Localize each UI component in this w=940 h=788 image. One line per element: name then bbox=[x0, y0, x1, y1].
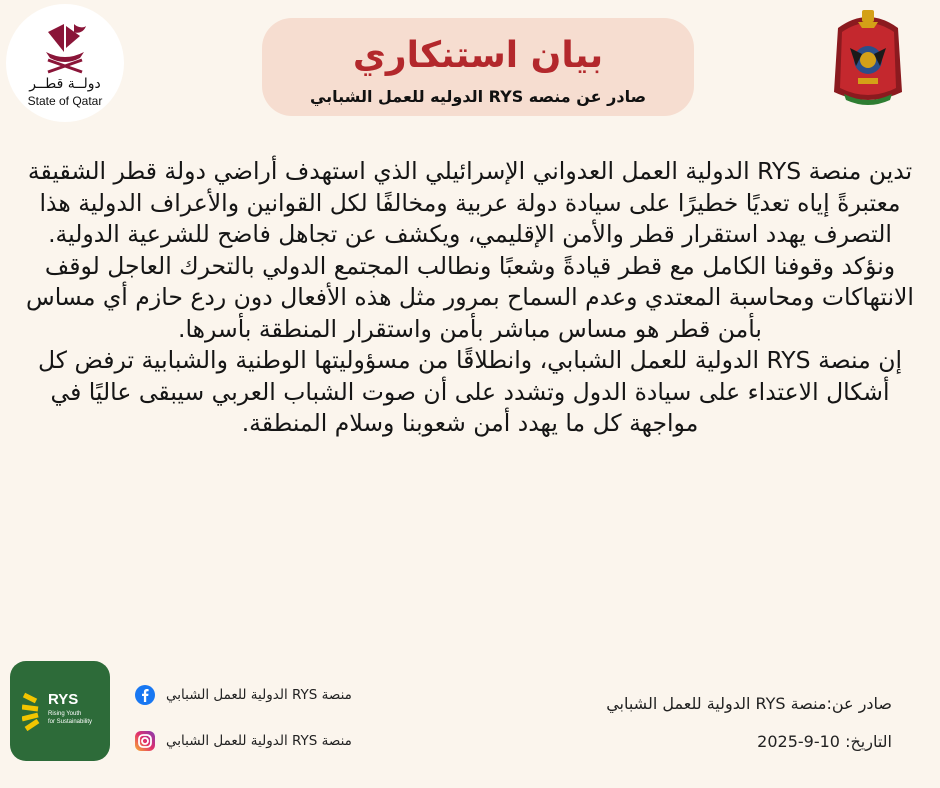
sun-rays-icon bbox=[22, 689, 46, 733]
body-paragraph: إن منصة RYS الدولية للعمل الشبابي، وانطلاقًا من مسؤوليتها الوطنية والشبابية ترفض كل أشكال الاعتداء على سيادة الدول وتشدد على أن صوت الشباب العربي سيبقى عاليًا في مواجهة كل ما يهدد أمن شعوبنا وسلام المنطقة. bbox=[38, 346, 902, 437]
issued-by: صادر عن:منصة RYS الدولية للعمل الشبابي bbox=[606, 694, 892, 713]
facebook-label: منصة RYS الدولية للعمل الشبابي bbox=[166, 687, 352, 703]
rys-logo-tagline: for Sustainability bbox=[48, 719, 93, 725]
rys-logo bbox=[10, 661, 110, 761]
qatar-arabic-name: دولــة قطــر bbox=[29, 76, 101, 92]
qatar-emblem-icon bbox=[40, 22, 90, 74]
qatar-english-name: State of Qatar bbox=[27, 94, 103, 108]
jordan-coat-of-arms-icon bbox=[828, 8, 908, 112]
body-paragraph: ونؤكد وقوفنا الكامل مع قطر قيادةً وشعبًا ونطالب المجتمع الدولي بالتحرك العاجل لوقف الانتهاكات ومحاسبة المعتدي وعدم السماح بمرور مثل هذه الأفعال دون ردع حازم أي مساس بأمن قطر هو مساس مباشر بأمن واستقرار المنطقة بأسرها. bbox=[26, 251, 914, 343]
issue-date: التاريخ: 10-9-2025 bbox=[757, 732, 892, 751]
instagram-link[interactable] bbox=[134, 730, 352, 752]
statement-body bbox=[14, 156, 926, 440]
facebook-icon bbox=[134, 684, 156, 706]
rys-logo-word: RYS bbox=[48, 691, 79, 708]
statement-subtitle: صادر عن منصه RYS الدوليه للعمل الشبابي bbox=[309, 87, 647, 106]
statement-title: بيان استنكاري bbox=[352, 35, 604, 76]
qatar-logo bbox=[6, 4, 124, 122]
body-paragraph: تدين منصة RYS الدولية العمل العدواني الإسرائيلي الذي استهدف أراضي دولة قطر الشقيقة معتبرةً إياه تعديًا خطيرًا على سيادة دولة عربية ومخالفًا لكل القوانين والأعراف الدولية هذا التصرف يهدد استقرار قطر والأمن الإقليمي، ويكشف عن تجاهل فاضح للشرعية الدولية. bbox=[27, 157, 913, 248]
rys-logo-tagline: Rising Youth bbox=[48, 711, 82, 717]
instagram-label: منصة RYS الدولية للعمل الشبابي bbox=[166, 733, 352, 749]
instagram-icon bbox=[134, 730, 156, 752]
facebook-link[interactable] bbox=[134, 684, 352, 706]
